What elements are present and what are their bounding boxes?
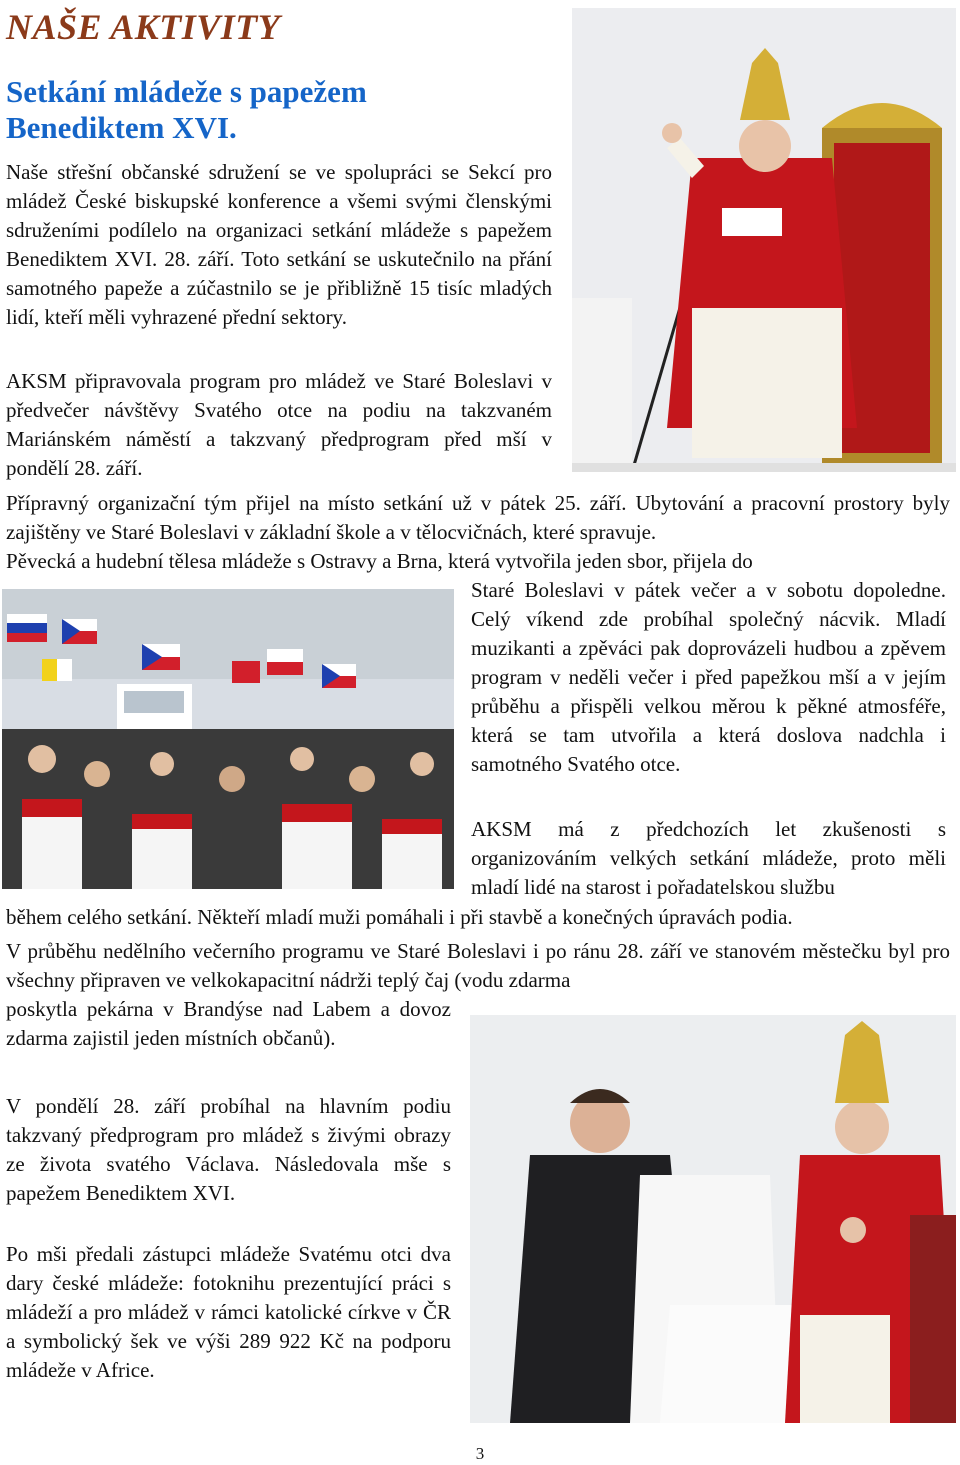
paragraph-organizers: AKSM má z předchozích let zkušenosti s organizováním velkých setkání mládeže, proto měli mladí lidé na starost i pořadatelskou službu: [471, 817, 946, 899]
paragraph-tea-end: poskytla pekárna v Brandýse nad Labem a dovoz zdarma zajistil jeden místních občanů).: [6, 997, 451, 1050]
page-heading: NAŠE AKTIVITY: [6, 7, 281, 47]
paragraph-team: Přípravný organizační tým přijel na místo setkání už v pátek 25. září. Ubytování a pracovní prostory byly zajištěny ve Staré Boleslavi v základní škole a v tělocvičnách, které spravuje.: [6, 491, 950, 544]
paragraph-tea: V průběhu nedělního večerního programu ve Staré Boleslavi i po ránu 28. září ve stanovém městečku byl pro všechny připraven ve velkokapacitní nádrži teplý čaj (vodu zdarma: [6, 939, 950, 992]
paragraph-intro: Naše střešní občanské sdružení se ve spolupráci se Sekcí pro mládež České biskupské konference a všemi svými členskými sdruženími podílelo na organizaci setkání mládeže s papežem Benediktem XVI. 28. září. Toto setkání se uskutečnilo na přání samotného papeže a zúčastnilo se je přibližně 15 tisíc mladých lidí, kteří měli vyhrazené přední sektory.: [6, 160, 552, 329]
pope-waving-photo: [572, 8, 956, 472]
paragraph-gifts: Po mši předali zástupci mládeže Svatému otci dva dary české mládeže: fotoknihu prezentující práci s mládeží a pro mládež v rámci katolické církve v ČR a symbolický šek ve výši 289 922 Kč na podporu mládeže v Africe.: [6, 1242, 451, 1382]
paragraph-monday: V pondělí 28. září probíhal na hlavním podiu takzvaný předprogram pro mládež s živými obrazy ze života svatého Václava. Následovala mše s papežem Benediktem XVI.: [6, 1094, 451, 1205]
paragraph-organizers-end: během celého setkání. Někteří mladí muži pomáhali i při stavbě a konečných úpravách podia.: [6, 905, 793, 929]
page-number: 3: [475, 1444, 485, 1463]
crowd-with-flags-photo: [2, 589, 454, 889]
paragraph-choir: Staré Boleslavi v pátek večer a v sobotu dopoledne. Celý víkend zde probíhal společný nácvik. Mladí muzikanti a zpěváci pak doprovázeli hudbou a zpěvem program v neděli večer i před papežkou mší a v jejím průběhu a přispěli velkou měrou k pěkné atmosféře, která se tam utvořila a která doslova nadchla i samotného Svatého otce.: [471, 578, 946, 776]
paragraph-program: AKSM připravovala program pro mládež ve Staré Boleslavi v předvečer návštěvy Svatého otce na podiu na takzvaném Mariánském náměstí a takzvaný předprogram před mší v pondělí 28. září.: [6, 369, 552, 480]
paragraph-choir-start: Pěvecká a hudební tělesa mládeže s Ostravy a Brna, která vytvořila jeden sbor, přijela do: [6, 549, 753, 573]
pope-meeting-youth-photo: [470, 1015, 956, 1423]
article-title: Setkání mládeže s papežem Benediktem XVI.: [6, 74, 367, 145]
